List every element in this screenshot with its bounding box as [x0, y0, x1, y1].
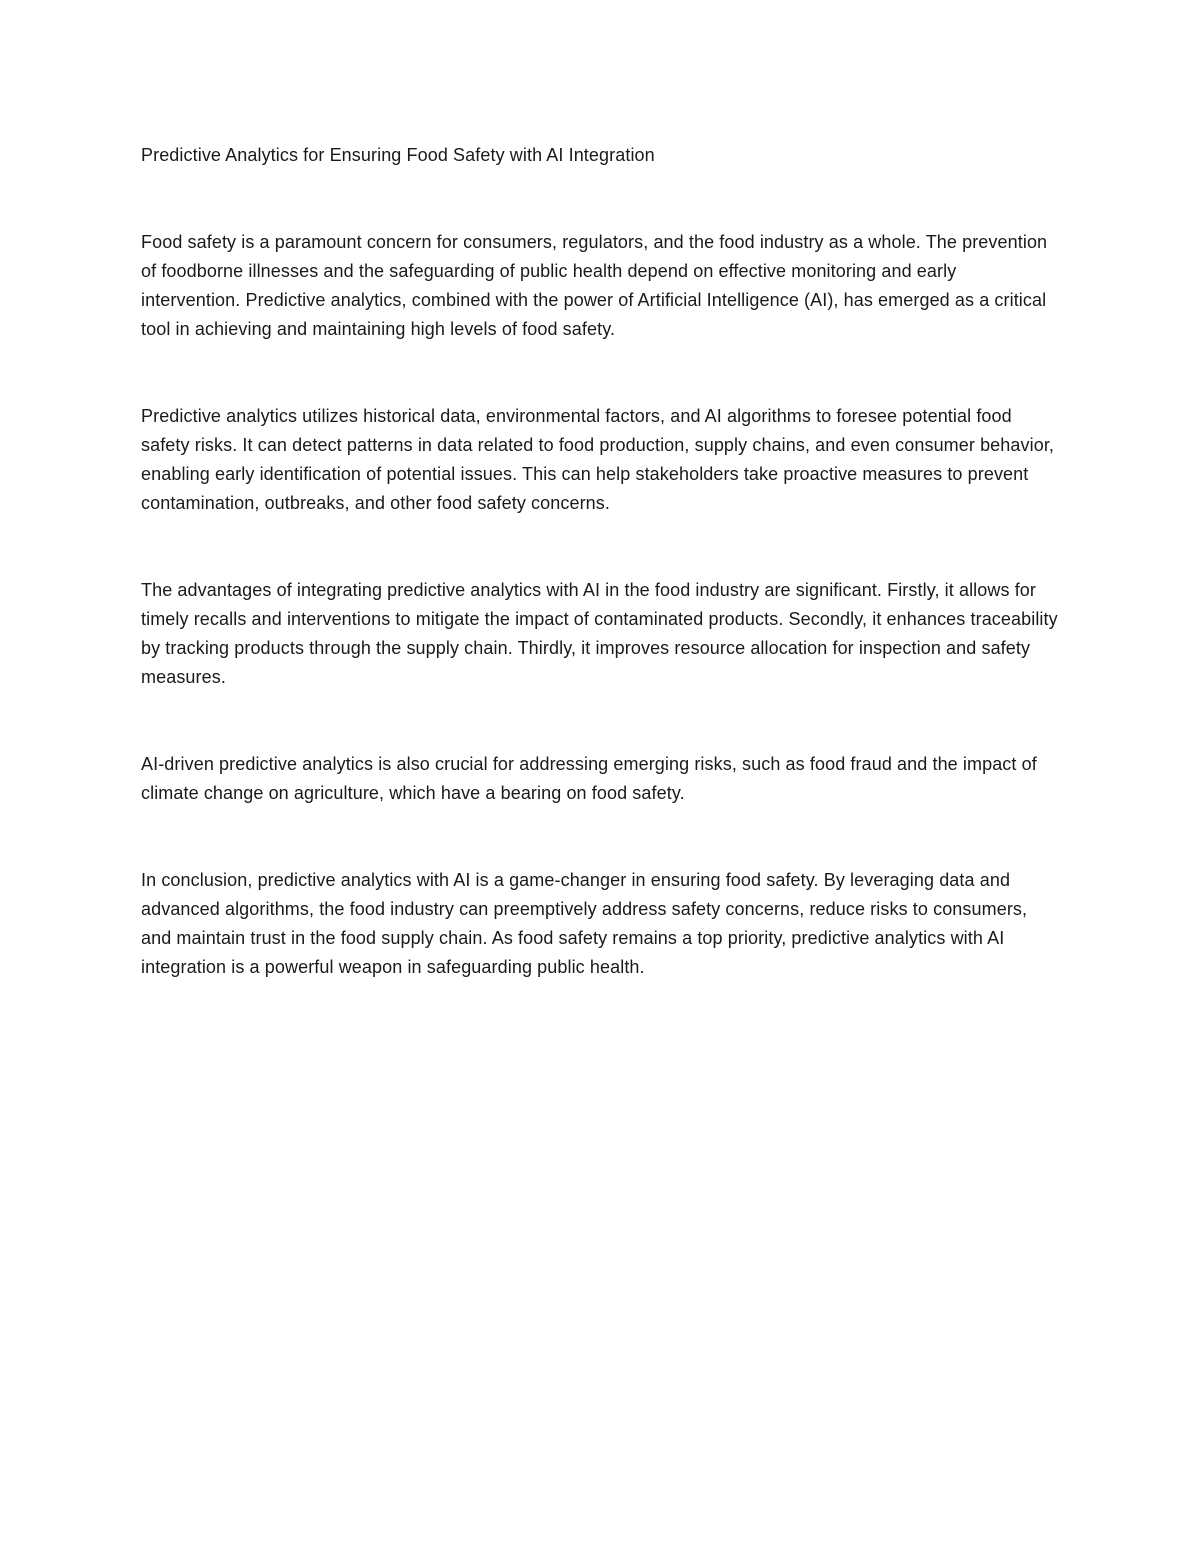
paragraph-introduction: Food safety is a paramount concern for consumers, regulators, and the food industry as a whole. The prevention of foodborne illnesses and the safeguarding of public health depend on effective monitoring and early intervention. Predictive analytics, combined with the power of Artificial Intelligence (AI), has emerged as a critical tool in achieving and maintaining high levels of food safety. — [141, 232, 1048, 339]
paragraph-predictive-analytics: Predictive analytics utilizes historical data, environmental factors, and AI algorithms to foresee potential food safety risks. It can detect patterns in data related to food production, supply chains, and even consumer behavior, enabling early identification of potential issues. This can help stakeholders take proactive measures to prevent contamination, outbreaks, and other food safety concerns. — [141, 406, 1055, 513]
document-title: Predictive Analytics for Ensuring Food Safety with AI Integration — [141, 145, 655, 165]
paragraph-conclusion: In conclusion, predictive analytics with AI is a game-changer in ensuring food safety. By leveraging data and advanced algorithms, the food industry can preemptively address safety concerns, reduce risks to consumers, and maintain trust in the food supply chain. As food safety remains a top priority, predictive analytics with AI integration is a powerful weapon in safeguarding public health. — [141, 870, 1028, 977]
document-body — [141, 141, 1059, 1040]
paragraph-emerging-risks: AI-driven predictive analytics is also crucial for addressing emerging risks, such as food fraud and the impact of climate change on agriculture, which have a bearing on food safety. — [141, 754, 1037, 803]
paragraph-advantages: The advantages of integrating predictive analytics with AI in the food industry are significant. Firstly, it allows for timely recalls and interventions to mitigate the impact of contaminated products. Secondly, it enhances traceability by tracking products through the supply chain. Thirdly, it improves resource allocation for inspection and safety measures. — [141, 580, 1058, 687]
